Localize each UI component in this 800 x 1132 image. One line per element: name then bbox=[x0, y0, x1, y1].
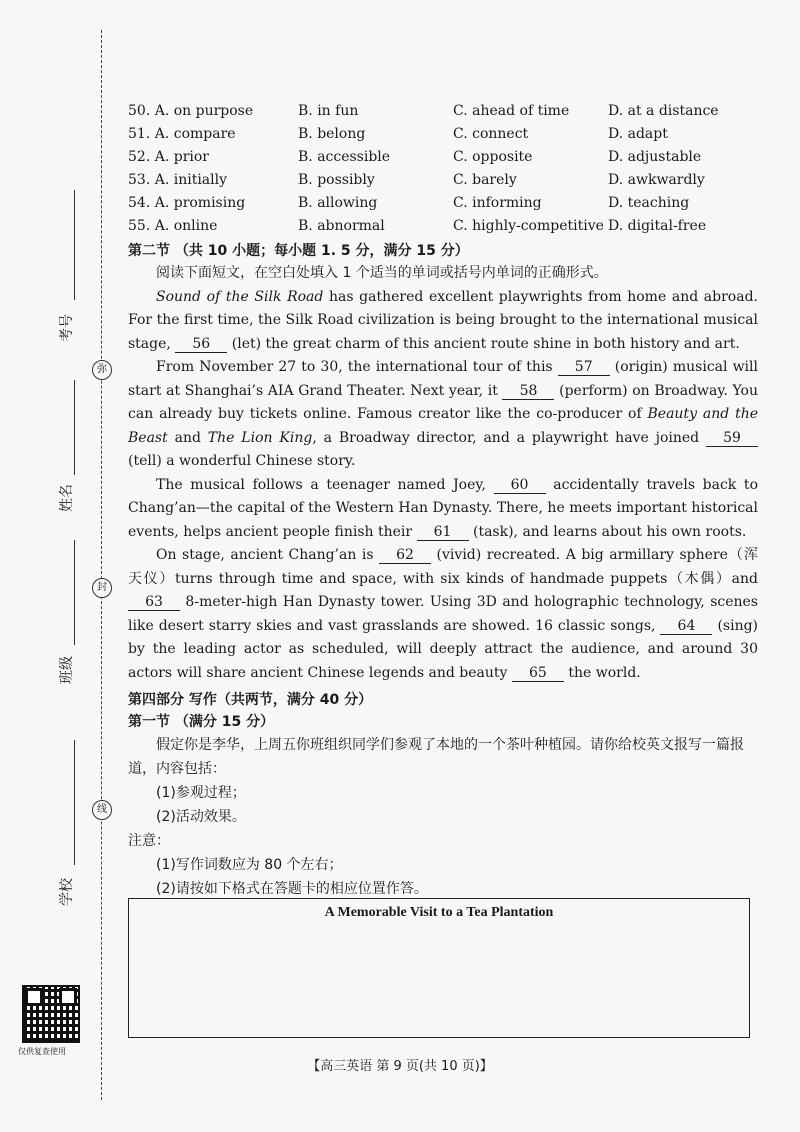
blank-59[interactable]: 59 bbox=[706, 430, 758, 447]
option-52-b: B. accessible bbox=[298, 149, 391, 165]
blank-62[interactable]: 62 bbox=[379, 547, 431, 564]
text: (vivid) recreated. A big armillary sphere（浑天仪）turns through time and space, with six kinds of handmade puppets（木偶）and bbox=[128, 547, 758, 587]
option-55-d: D. digital-free bbox=[608, 218, 707, 234]
blank-57[interactable]: 57 bbox=[558, 359, 610, 376]
name-label: 姓名 bbox=[59, 484, 75, 512]
seal-mark-mi: 弥 bbox=[92, 360, 112, 380]
qr-code-icon bbox=[22, 985, 80, 1043]
text: (task), and learns about his own roots. bbox=[468, 523, 747, 540]
essay-title: A Memorable Visit to a Tea Plantation bbox=[324, 905, 554, 920]
musical-title: Sound of the Silk Road bbox=[156, 288, 324, 305]
essay-answer-box[interactable] bbox=[128, 898, 750, 1038]
blank-65[interactable]: 65 bbox=[512, 665, 564, 682]
passage-paragraph-3 bbox=[128, 474, 758, 545]
exam-number-label: 考号 bbox=[59, 314, 75, 342]
exam-number-line bbox=[74, 190, 75, 300]
passage-paragraph-2 bbox=[128, 356, 758, 474]
seal-mark-xian: 线 bbox=[92, 800, 112, 820]
binding-dashed-line bbox=[101, 30, 102, 1100]
option-52-d: D. adjustable bbox=[608, 149, 702, 165]
the-lion-king-title: The Lion King bbox=[207, 429, 313, 446]
option-50-c: C. ahead of time bbox=[453, 103, 570, 119]
text: and bbox=[167, 429, 208, 446]
option-54-d: D. teaching bbox=[608, 195, 690, 211]
page-content bbox=[128, 102, 758, 901]
section-2-instruction: 阅读下面短文，在空白处填入 1 个适当的单词或括号内单词的正确形式。 bbox=[156, 265, 608, 281]
text: the world. bbox=[563, 664, 641, 681]
option-54-c: C. informing bbox=[453, 195, 542, 211]
blank-58[interactable]: 58 bbox=[502, 383, 554, 400]
option-55-a: 55. A. online bbox=[128, 218, 218, 234]
note-1: (1)写作词数应为 80 个左右； bbox=[156, 857, 343, 873]
option-51-d: D. adapt bbox=[608, 126, 668, 142]
option-52-a: 52. A. prior bbox=[128, 149, 209, 165]
note-2: (2)请按如下格式在答题卡的相应位置作答。 bbox=[156, 881, 428, 897]
option-54-b: B. allowing bbox=[298, 195, 378, 211]
part-4-title: 第四部分 写作（共两节，满分 40 分） bbox=[128, 692, 373, 708]
text: (sing) by the leading actor as scheduled, will deeply attract the audience, and around 30 actors will share ancient Chinese legends and beauty bbox=[128, 617, 759, 681]
school-line bbox=[74, 740, 75, 865]
option-53-d: D. awkwardly bbox=[608, 172, 705, 188]
text: (origin) musical will start at Shanghai’s AIA Grand Theater. Next year, it bbox=[128, 359, 758, 399]
page-footer: 【高三英语 第 9 页(共 10 页)】 bbox=[307, 1059, 493, 1074]
option-51-b: B. belong bbox=[298, 126, 366, 142]
text: , a Broadway director, and a playwright have joined bbox=[312, 429, 706, 446]
blank-64[interactable]: 64 bbox=[660, 618, 712, 635]
option-50-b: B. in fun bbox=[298, 103, 359, 119]
seal-mark-feng: 封 bbox=[92, 578, 112, 598]
class-line bbox=[74, 540, 75, 645]
text: (tell) a wonderful Chinese story. bbox=[128, 453, 356, 469]
qr-note: 仅供复查使用 bbox=[18, 1047, 66, 1056]
school-label: 学校 bbox=[59, 878, 75, 906]
prompt-item-2: (2)活动效果。 bbox=[156, 809, 246, 825]
blank-61[interactable]: 61 bbox=[417, 524, 469, 541]
option-52-c: C. opposite bbox=[453, 149, 533, 165]
text: has gathered excellent playwrights from home and abroad. For the first time, the Silk Road civilization is being brought to the international musical stage, bbox=[128, 288, 758, 352]
text: From November 27 to 30, the international tour of this bbox=[156, 359, 558, 375]
option-51-a: 51. A. compare bbox=[128, 126, 236, 142]
blank-60[interactable]: 60 bbox=[494, 477, 546, 494]
text: (perform) on Broadway. You can already buy tickets online. Famous creator like the co-producer of bbox=[128, 382, 758, 422]
note-label: 注意： bbox=[128, 833, 170, 849]
text: The musical follows a teenager named Joey, bbox=[156, 476, 494, 493]
writing-prompt: 假定你是李华，上周五你班组织同学们参观了本地的一个茶叶种植园。请你给校英文报写一篇报道，内容包括： bbox=[128, 737, 744, 777]
class-label: 班级 bbox=[59, 656, 75, 684]
option-51-c: C. connect bbox=[453, 126, 529, 142]
part-4-section-1-title: 第一节 （满分 15 分） bbox=[128, 714, 275, 730]
option-53-a: 53. A. initially bbox=[128, 172, 228, 188]
options-table bbox=[128, 102, 758, 236]
option-53-b: B. possibly bbox=[298, 172, 375, 188]
text: On stage, ancient Chang’an is bbox=[156, 547, 380, 563]
option-50-d: D. at a distance bbox=[608, 103, 719, 119]
text: accidentally travels back to Chang’an—the capital of the Western Han Dynasty. There, he meets important historical events, helps ancient people finish their bbox=[128, 476, 758, 540]
option-50-a: 50. A. on purpose bbox=[128, 103, 254, 119]
text: (let) the great charm of this ancient route shine in both history and art. bbox=[227, 335, 740, 352]
passage-paragraph-1 bbox=[128, 286, 758, 357]
passage-paragraph-4 bbox=[128, 544, 758, 685]
name-line bbox=[74, 380, 75, 475]
prompt-item-1: (1)参观过程； bbox=[156, 785, 246, 801]
option-55-b: B. abnormal bbox=[298, 218, 385, 234]
option-53-c: C. barely bbox=[453, 172, 517, 188]
option-55-c: C. highly-competitive bbox=[453, 218, 604, 234]
section-2-title: 第二节 （共 10 小题；每小题 1. 5 分，满分 15 分） bbox=[128, 243, 469, 259]
option-54-a: 54. A. promising bbox=[128, 195, 246, 211]
blank-56[interactable]: 56 bbox=[175, 336, 227, 353]
text: 8-meter-high Han Dynasty tower. Using 3D and holographic technology, scenes like desert starry skies and vast grasslands are showed. 16 classic songs, bbox=[128, 594, 758, 634]
blank-63[interactable]: 63 bbox=[128, 594, 180, 611]
beauty-and-the-beast-title: Beauty and the Beast bbox=[128, 406, 758, 446]
